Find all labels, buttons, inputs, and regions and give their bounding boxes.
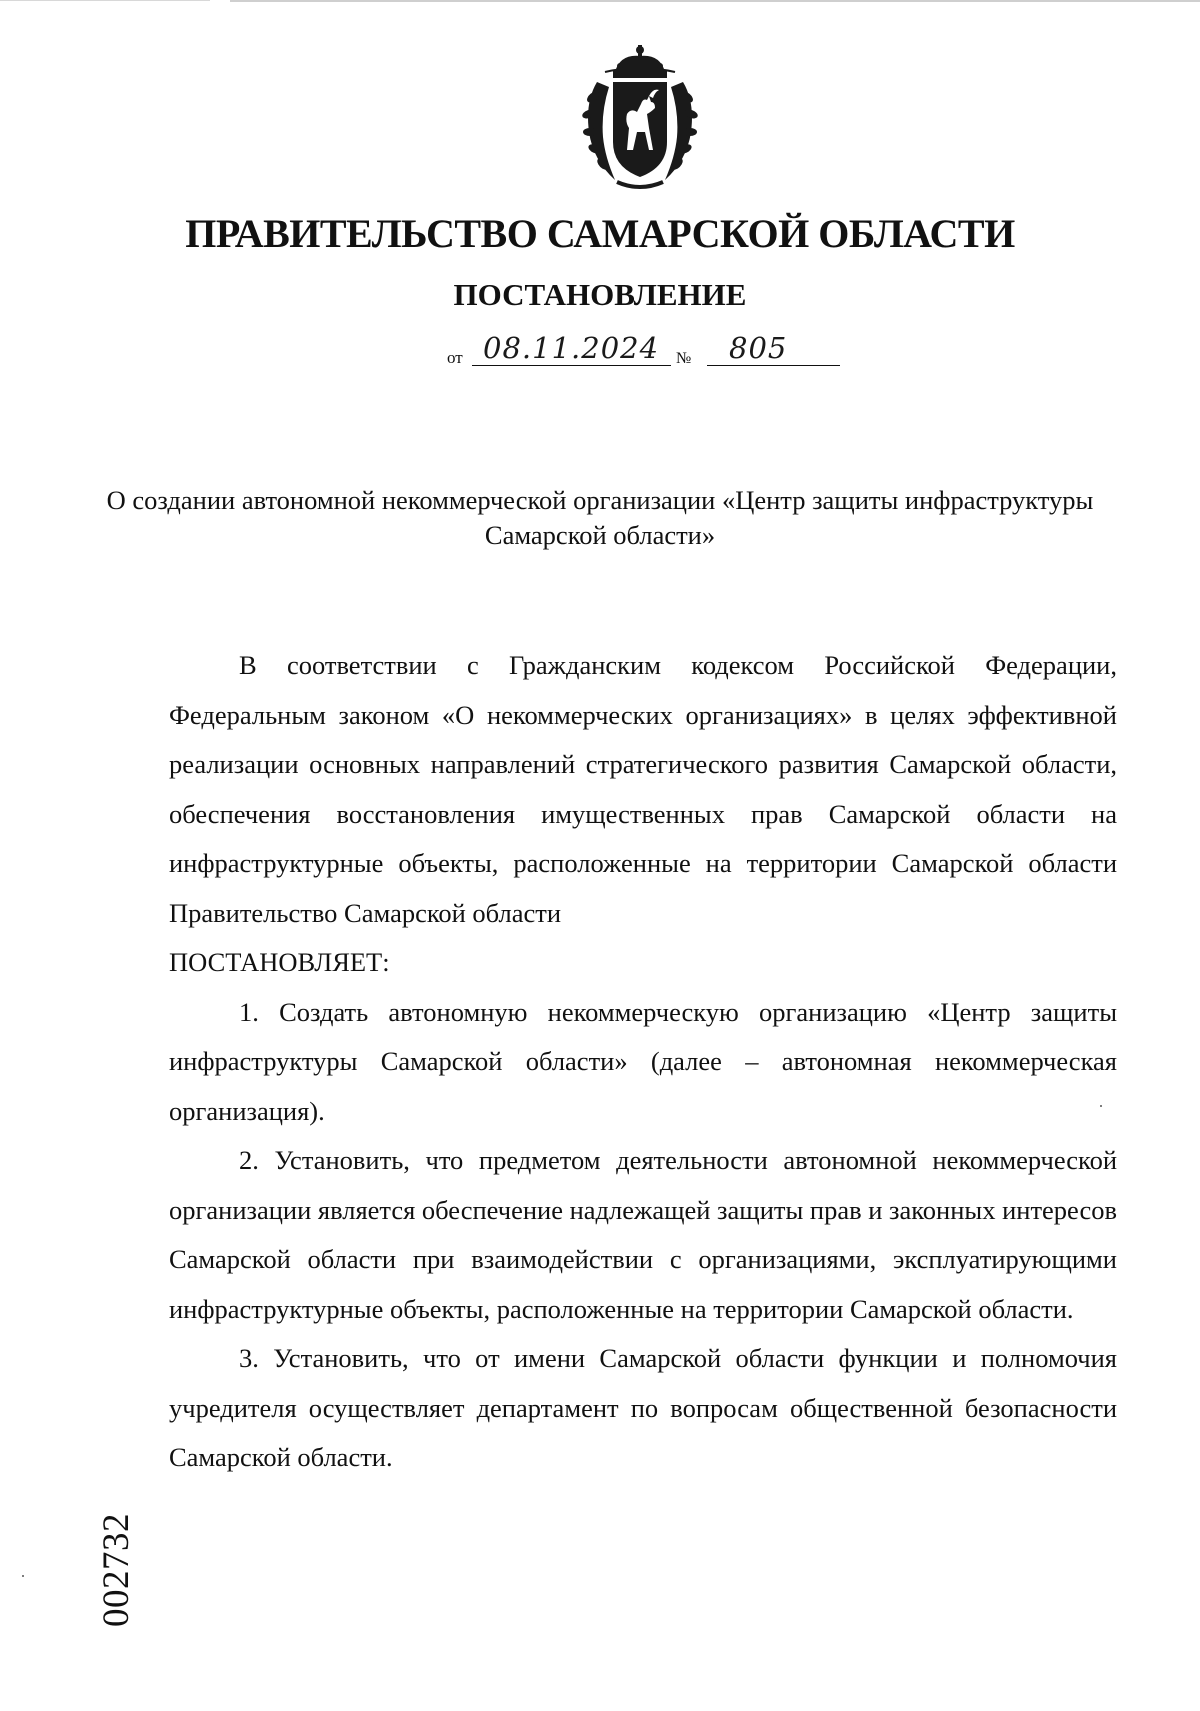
list-item: 3. Установить, что от имени Самарской области функции и полномочия учредителя осуществляет департамент по вопросам общественной безопасности Самарской области.	[169, 1343, 1117, 1472]
list-item: 2. Установить, что предметом деятельности автономной некоммерческой организации является обеспечение надлежащей защиты прав и законных интересов Самарской области при взаимодействии с организациями, эксплуатирующими инфраструктурные объекты, расположенные на территории Самарской области.	[169, 1145, 1117, 1324]
date-number-line	[447, 332, 847, 372]
number-underline	[707, 365, 840, 366]
date-underline	[472, 365, 671, 366]
scan-edge	[230, 0, 1200, 2]
scan-speck	[1100, 1105, 1102, 1107]
document-type: ПОСТАНОВЛЕНИЕ	[453, 277, 747, 312]
document-body	[169, 641, 1117, 1483]
organization-title: ПРАВИТЕЛЬСТВО САМАРСКОЙ ОБЛАСТИ	[185, 211, 1015, 256]
list-item: 1. Создать автономную некоммерческую организацию «Центр защиты инфраструктуры Самарской области» (далее – автономная некоммерческая организация).	[169, 996, 1117, 1126]
resolve-word: ПОСТАНОВЛЯЕТ:	[169, 947, 390, 977]
handwritten-number: 805	[729, 331, 788, 365]
side-code-text: 002732	[96, 1513, 137, 1627]
scan-speck	[22, 1575, 24, 1577]
preamble-paragraph: В соответствии с Гражданским кодексом Российской Федерации, Федеральным законом «О некоммерческих организациях» в целях эффективной реализации основных направлений стратегического развития Самарской области, обеспечения восстановления имущественных прав Самарской области на инфраструктурные объекты, расположенные на территории Самарской области Правительство Самарской области	[169, 650, 1117, 928]
number-label: №	[676, 350, 692, 367]
document-subject: О создании автономной некоммерческой организации «Центр защиты инфраструктуры Самарской области»	[106, 485, 1094, 550]
scan-edge	[0, 0, 210, 1]
date-label: от	[447, 348, 463, 367]
coat-of-arms-icon	[575, 42, 705, 192]
side-code-stamp	[96, 1455, 138, 1627]
handwritten-date: 08.11.2024	[483, 331, 660, 365]
